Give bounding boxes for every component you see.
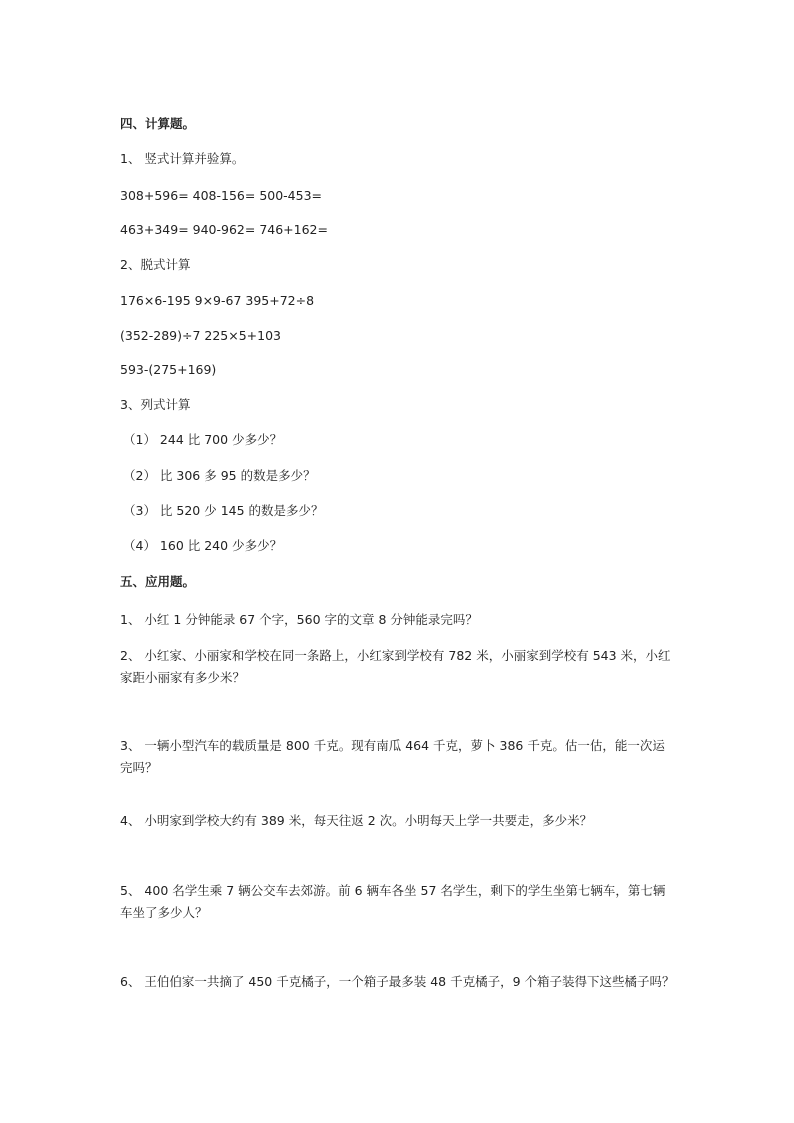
q3-item-3: （3） 比 520 少 145 的数是多少？	[123, 503, 324, 518]
section-5-heading: 五、应用题。	[120, 574, 196, 589]
q1-title: 1、 竖式计算并验算。	[120, 151, 245, 166]
q3-item-1: （1） 244 比 700 少多少？	[123, 432, 283, 447]
problem-4: 4、 小明家到学校大约有 389 米，每天往返 2 次。小明每天上学一共要走，多少米？	[120, 813, 593, 828]
q1-row-1: 308+596= 408-156= 500-453=	[120, 188, 323, 203]
q2-row-2: (352-289)÷7 225×5+103	[120, 328, 281, 343]
q2-row-3: 593-(275+169)	[120, 362, 217, 377]
problem-5: 5、 400 名学生乘 7 辆公交车去郊游。前 6 辆车各坐 57 名学生，剩下的学生坐第七辆车，第七辆车坐了多少人？	[120, 883, 666, 920]
q3-title: 3、列式计算	[120, 397, 191, 412]
section-4-heading: 四、计算题。	[120, 116, 196, 131]
problem-6: 6、 王伯伯家一共摘了 450 千克橘子，一个箱子最多装 48 千克橘子，9 个箱子装得下这些橘子吗？	[120, 974, 675, 989]
q2-row-1: 176×6-195 9×9-67 395+72÷8	[120, 293, 315, 308]
problem-3: 3、 一辆小型汽车的载质量是 800 千克。现有南瓜 464 千克，萝卜 386 千克。估一估，能一次运完吗？	[120, 738, 665, 775]
q1-row-2: 463+349= 940-962= 746+162=	[120, 222, 328, 237]
q3-item-2: （2） 比 306 多 95 的数是多少？	[123, 468, 316, 483]
problem-2: 2、 小红家、小丽家和学校在同一条路上，小红家到学校有 782 米，小丽家到学校有 543 米，小红家距小丽家有多少米？	[120, 648, 671, 685]
q2-title: 2、脱式计算	[120, 257, 191, 272]
problem-1: 1、 小红 1 分钟能录 67 个字，560 字的文章 8 分钟能录完吗？	[120, 612, 478, 627]
q3-item-4: （4） 160 比 240 少多少？	[123, 538, 283, 553]
